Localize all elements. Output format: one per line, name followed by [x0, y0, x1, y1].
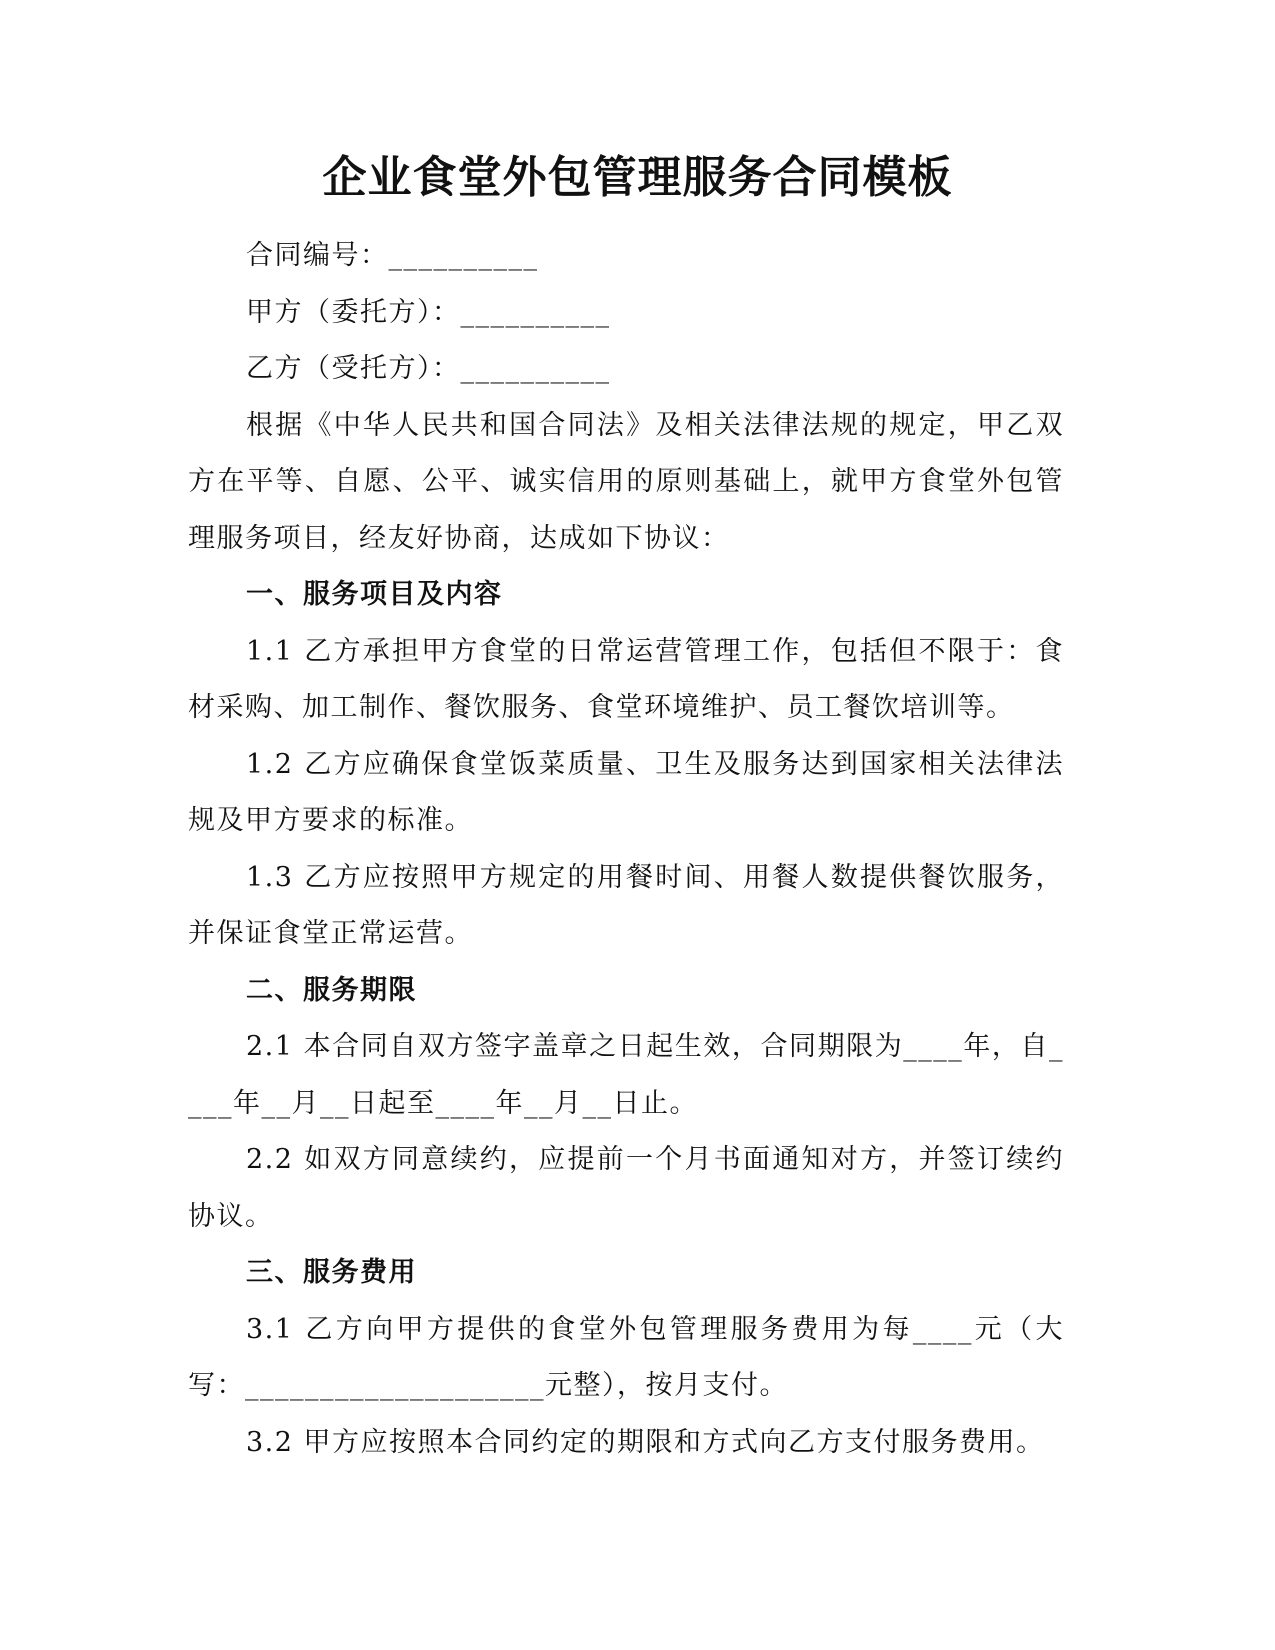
document-body	[188, 228, 1064, 1471]
clause-paragraph: 3.2 甲方应按照本合同约定的期限和方式向乙方支付服务费用。	[246, 1426, 1045, 1458]
contract-field: 甲方（委托方）：__________	[246, 296, 611, 328]
clause-paragraph: 2.2 如双方同意续约，应提前一个月书面通知对方，并签订续约协议。	[188, 1144, 1064, 1232]
clause-paragraph: 2.1 本合同自双方签字盖章之日起生效，合同期限为____年，自____年__月__日起至____年__月__日止。	[188, 1031, 1064, 1119]
section-heading: 一、服务项目及内容	[246, 579, 503, 610]
contract-field: 乙方（受托方）：__________	[246, 353, 611, 384]
clause-paragraph: 1.1 乙方承担甲方食堂的日常运营管理工作，包括但不限于：食材采购、加工制作、餐饮服务、食堂环境维护、员工餐饮培训等。	[188, 635, 1064, 723]
contract-field: 合同编号：__________	[246, 240, 539, 271]
section-heading: 二、服务期限	[246, 974, 417, 1006]
document-title: 企业食堂外包管理服务合同模板	[322, 152, 953, 203]
clause-paragraph: 根据《中华人民共和国合同法》及相关法律法规的规定，甲乙双方在平等、自愿、公平、诚实信用的原则基础上，就甲方食堂外包管理服务项目，经友好协商，达成如下协议：	[188, 409, 1064, 554]
clause-paragraph: 1.2 乙方应确保食堂饭菜质量、卫生及服务达到国家相关法律法规及甲方要求的标准。	[188, 748, 1064, 836]
section-heading: 三、服务费用	[246, 1257, 417, 1288]
clause-paragraph: 3.1 乙方向甲方提供的食堂外包管理服务费用为每____元（大写：____________________元整），按月支付。	[188, 1313, 1064, 1401]
clause-paragraph: 1.3 乙方应按照甲方规定的用餐时间、用餐人数提供餐饮服务，并保证食堂正常运营。	[188, 861, 1064, 949]
